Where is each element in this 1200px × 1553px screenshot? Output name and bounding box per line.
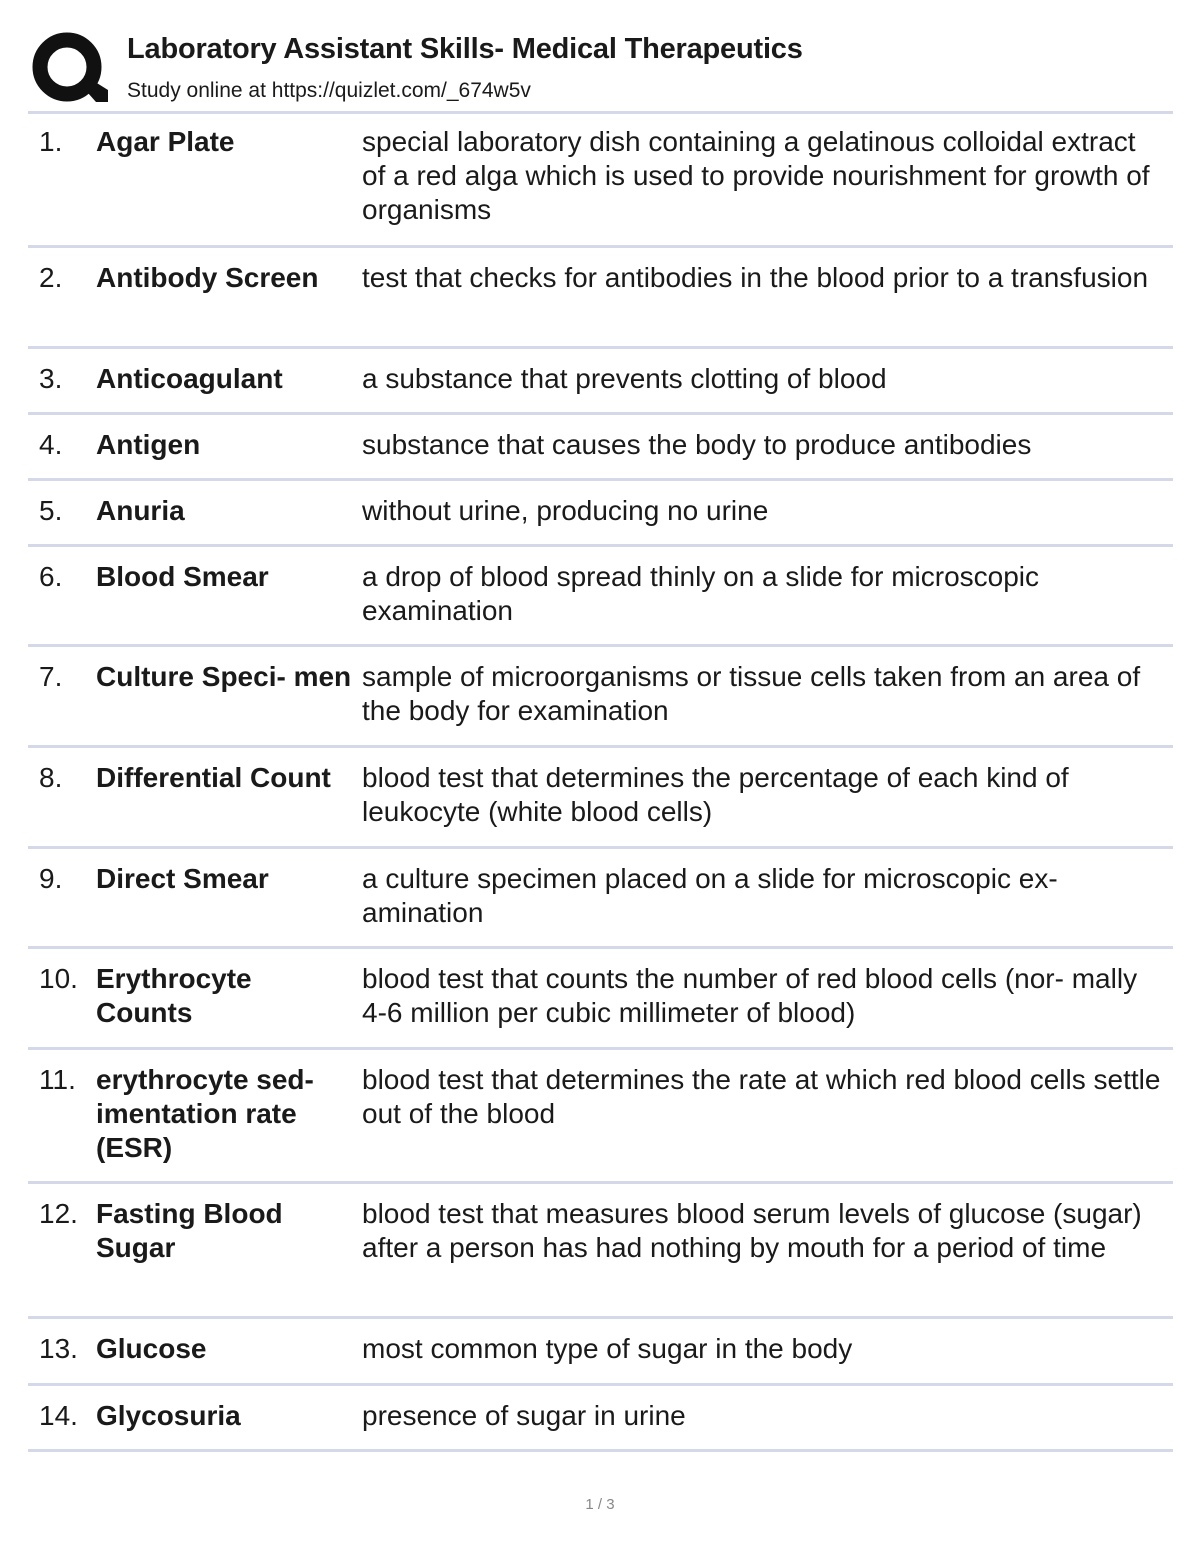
term-list [28, 112, 1173, 1452]
term-definition: presence of sugar in urine [362, 1400, 686, 1431]
term-row [28, 349, 1173, 415]
term-number: 13. [39, 1333, 78, 1364]
term-row [28, 415, 1173, 481]
term-number: 3. [39, 363, 63, 394]
term-name: Fasting Blood Sugar [96, 1198, 283, 1263]
term-row [28, 1386, 1173, 1452]
term-name: Agar Plate [96, 126, 235, 157]
term-name: Antigen [96, 429, 201, 460]
term-name: Direct Smear [96, 863, 269, 894]
term-name: Glycosuria [96, 1400, 241, 1431]
term-row [28, 481, 1173, 547]
term-name: Culture Speci- men [96, 661, 352, 692]
term-name: Erythrocyte Counts [96, 963, 252, 1028]
term-row [28, 547, 1173, 647]
term-row [28, 1184, 1173, 1319]
term-number: 11. [39, 1064, 76, 1095]
term-definition: substance that causes the body to produce antibodies [362, 429, 1032, 460]
term-definition: a culture specimen placed on a slide for microscopic ex- amination [362, 863, 1058, 928]
term-definition: blood test that counts the number of red blood cells (nor- mally 4-6 million per cubic millimeter of blood) [362, 963, 1138, 1028]
term-definition: a substance that prevents clotting of blood [362, 363, 887, 394]
term-number: 14. [39, 1400, 78, 1431]
term-definition: blood test that determines the percentage of each kind of leukocyte (white blood cells) [362, 762, 1069, 827]
term-name: Glucose [96, 1333, 207, 1364]
page-number: 1 / 3 [585, 1496, 615, 1513]
term-definition: test that checks for antibodies in the blood prior to a transfusion [362, 262, 1149, 293]
term-number: 7. [39, 661, 63, 692]
term-name: Anticoagulant [96, 363, 283, 394]
term-definition: blood test that determines the rate at which red blood cells settle out of the blood [362, 1064, 1161, 1129]
term-row [28, 949, 1173, 1050]
term-definition: sample of microorganisms or tissue cells taken from an area of the body for examination [362, 661, 1141, 726]
term-row [28, 748, 1173, 849]
term-number: 9. [39, 863, 63, 894]
term-number: 8. [39, 762, 63, 793]
document-title: Laboratory Assistant Skills- Medical Therapeutics [127, 33, 803, 65]
term-row [28, 112, 1173, 248]
term-row [28, 849, 1173, 949]
term-definition: without urine, producing no urine [362, 495, 769, 526]
term-definition: most common type of sugar in the body [362, 1333, 853, 1364]
term-row [28, 248, 1173, 349]
term-number: 4. [39, 429, 63, 460]
term-number: 1. [39, 126, 63, 157]
term-definition: a drop of blood spread thinly on a slide for microscopic examination [362, 561, 1040, 626]
term-number: 10. [39, 963, 78, 994]
term-name: Anuria [96, 495, 185, 526]
term-row [28, 1050, 1173, 1184]
term-name: Blood Smear [96, 561, 269, 592]
term-number: 6. [39, 561, 63, 592]
term-number: 12. [39, 1198, 78, 1229]
term-number: 5. [39, 495, 63, 526]
term-name: Antibody Screen [96, 262, 319, 293]
term-row [28, 1319, 1173, 1386]
term-number: 2. [39, 262, 63, 293]
quizlet-logo-icon [30, 30, 108, 108]
term-definition: special laboratory dish containing a gelatinous colloidal extract of a red alga which is used to provide nourishment for growth of organisms [362, 126, 1150, 225]
term-definition: blood test that measures blood serum levels of glucose (sugar) after a person has had nothing by mouth for a period of time [362, 1198, 1142, 1263]
term-name: Differential Count [96, 762, 331, 793]
term-row [28, 647, 1173, 748]
study-link[interactable]: Study online at https://quizlet.com/_674w5v [127, 79, 531, 102]
term-name: erythrocyte sed- imentation rate (ESR) [96, 1064, 314, 1163]
